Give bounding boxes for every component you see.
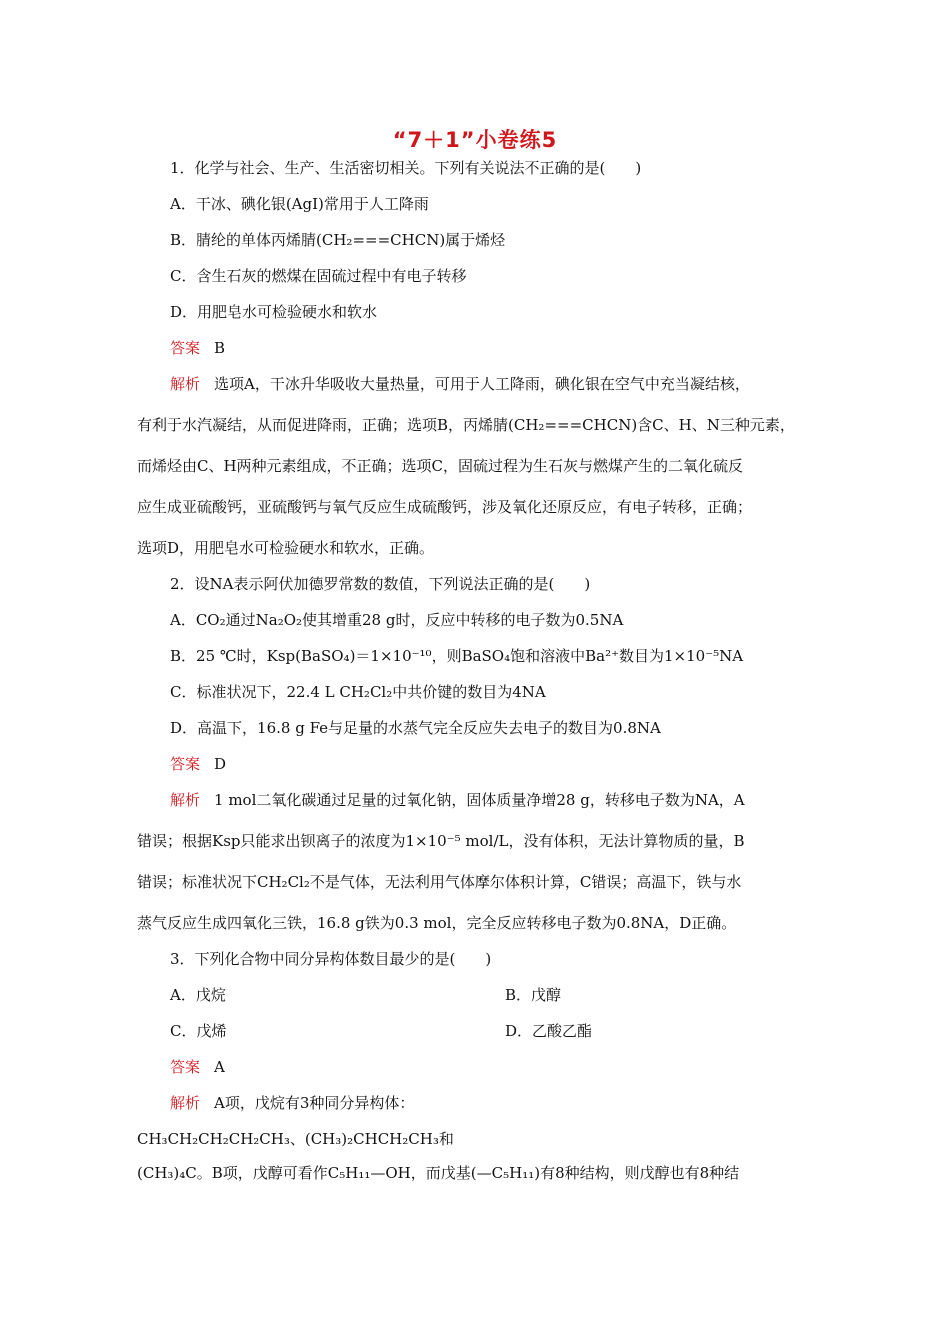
question-1-option-a: A．干冰、碘化银(AgI)常用于人工降雨: [170, 195, 429, 213]
question-1-option-c: C．含生石灰的燃煤在固硫过程中有电子转移: [170, 267, 467, 285]
question-3-option-c: C．戊烯: [170, 1022, 227, 1040]
question-1-answer: [170, 338, 225, 358]
question-3-analysis-line-3: (CH₃)₄C。B项，戊醇可看作C₅H₁₁—OH，而戊基(—C₅H₁₁)有8种结构，则戊醇也有8种结: [137, 1164, 740, 1182]
answer-value: D: [214, 755, 227, 773]
question-2-analysis-line-2: 错误；根据Ksp只能求出钡离子的浓度为1×10⁻⁵ mol/L，没有体积，无法计算物质的量，B: [137, 832, 745, 850]
question-2-answer: [170, 754, 226, 774]
analysis-text: 1 mol二氧化碳通过足量的过氧化钠，固体质量净增28 g，转移电子数为NA，A: [214, 791, 745, 809]
page-title: “7＋1”小卷练5: [392, 128, 558, 152]
question-3-option-d: D．乙酸乙酯: [505, 1022, 593, 1040]
analysis-label: 解析: [170, 791, 201, 809]
question-3-option-b: B．戊醇: [505, 986, 562, 1004]
question-2-analysis-line-3: 错误；标准状况下CH₂Cl₂不是气体，无法利用气体摩尔体积计算，C错误；高温下，铁与水: [137, 873, 742, 891]
question-1-analysis-line-5: 选项D，用肥皂水可检验硬水和软水，正确。: [137, 539, 435, 557]
question-2-stem: 2．设NA表示阿伏加德罗常数的数值，下列说法正确的是( ): [170, 575, 591, 593]
question-2-option-d: D．高温下，16.8 g Fe与足量的水蒸气完全反应失去电子的数目为0.8NA: [170, 719, 661, 737]
question-1-analysis-line-2: 有利于水汽凝结，从而促进降雨，正确；选项B，丙烯腈(CH₂===CHCN)含C、H、N三种元素，: [137, 416, 795, 434]
question-1-analysis-line-1: [170, 374, 750, 394]
analysis-label: 解析: [170, 1094, 201, 1112]
analysis-text: A项，戊烷有3种同分异构体：: [214, 1094, 415, 1112]
question-3-answer: [170, 1057, 225, 1077]
question-1-option-d: D．用肥皂水可检验硬水和软水: [170, 303, 378, 321]
answer-value: A: [214, 1058, 225, 1076]
question-2-analysis-line-1: [170, 790, 745, 810]
question-1-stem: 1．化学与社会、生产、生活密切相关。下列有关说法不正确的是( ): [170, 159, 642, 177]
question-1-analysis-line-4: 应生成亚硫酸钙，亚硫酸钙与氧气反应生成硫酸钙，涉及氧化还原反应，有电子转移，正确；: [137, 498, 753, 516]
question-2-analysis-line-4: 蒸气反应生成四氧化三铁，16.8 g铁为0.3 mol，完全反应转移电子数为0.8NA，D正确。: [137, 914, 737, 932]
analysis-label: 解析: [170, 375, 201, 393]
answer-label: 答案: [170, 339, 201, 357]
question-2-option-c: C．标准状况下，22.4 L CH₂Cl₂中共价键的数目为4NA: [170, 683, 546, 701]
question-3-stem: 3．下列化合物中同分异构体数目最少的是( ): [170, 950, 492, 968]
question-1-option-b: B．腈纶的单体丙烯腈(CH₂===CHCN)属于烯烃: [170, 231, 506, 249]
question-3-analysis-line-1: [170, 1093, 414, 1113]
analysis-text: 选项A，干冰升华吸收大量热量，可用于人工降雨，碘化银在空气中充当凝结核，: [214, 375, 750, 393]
question-1-analysis-line-3: 而烯烃由C、H两种元素组成，不正确；选项C，固硫过程为生石灰与燃煤产生的二氧化硫反: [137, 457, 744, 475]
answer-label: 答案: [170, 1058, 201, 1076]
question-3-option-a: A．戊烷: [170, 986, 226, 1004]
question-2-option-a: A．CO₂通过Na₂O₂使其增重28 g时，反应中转移的电子数为0.5NA: [170, 611, 624, 629]
answer-value: B: [214, 339, 226, 357]
answer-label: 答案: [170, 755, 201, 773]
question-2-option-b: B．25 ℃时，Ksp(BaSO₄)＝1×10⁻¹⁰，则BaSO₄饱和溶液中Ba²⁺数目为1×10⁻⁵NA: [170, 647, 744, 665]
question-3-analysis-line-2: CH₃CH₂CH₂CH₂CH₃、(CH₃)₂CHCH₂CH₃和: [137, 1130, 454, 1148]
